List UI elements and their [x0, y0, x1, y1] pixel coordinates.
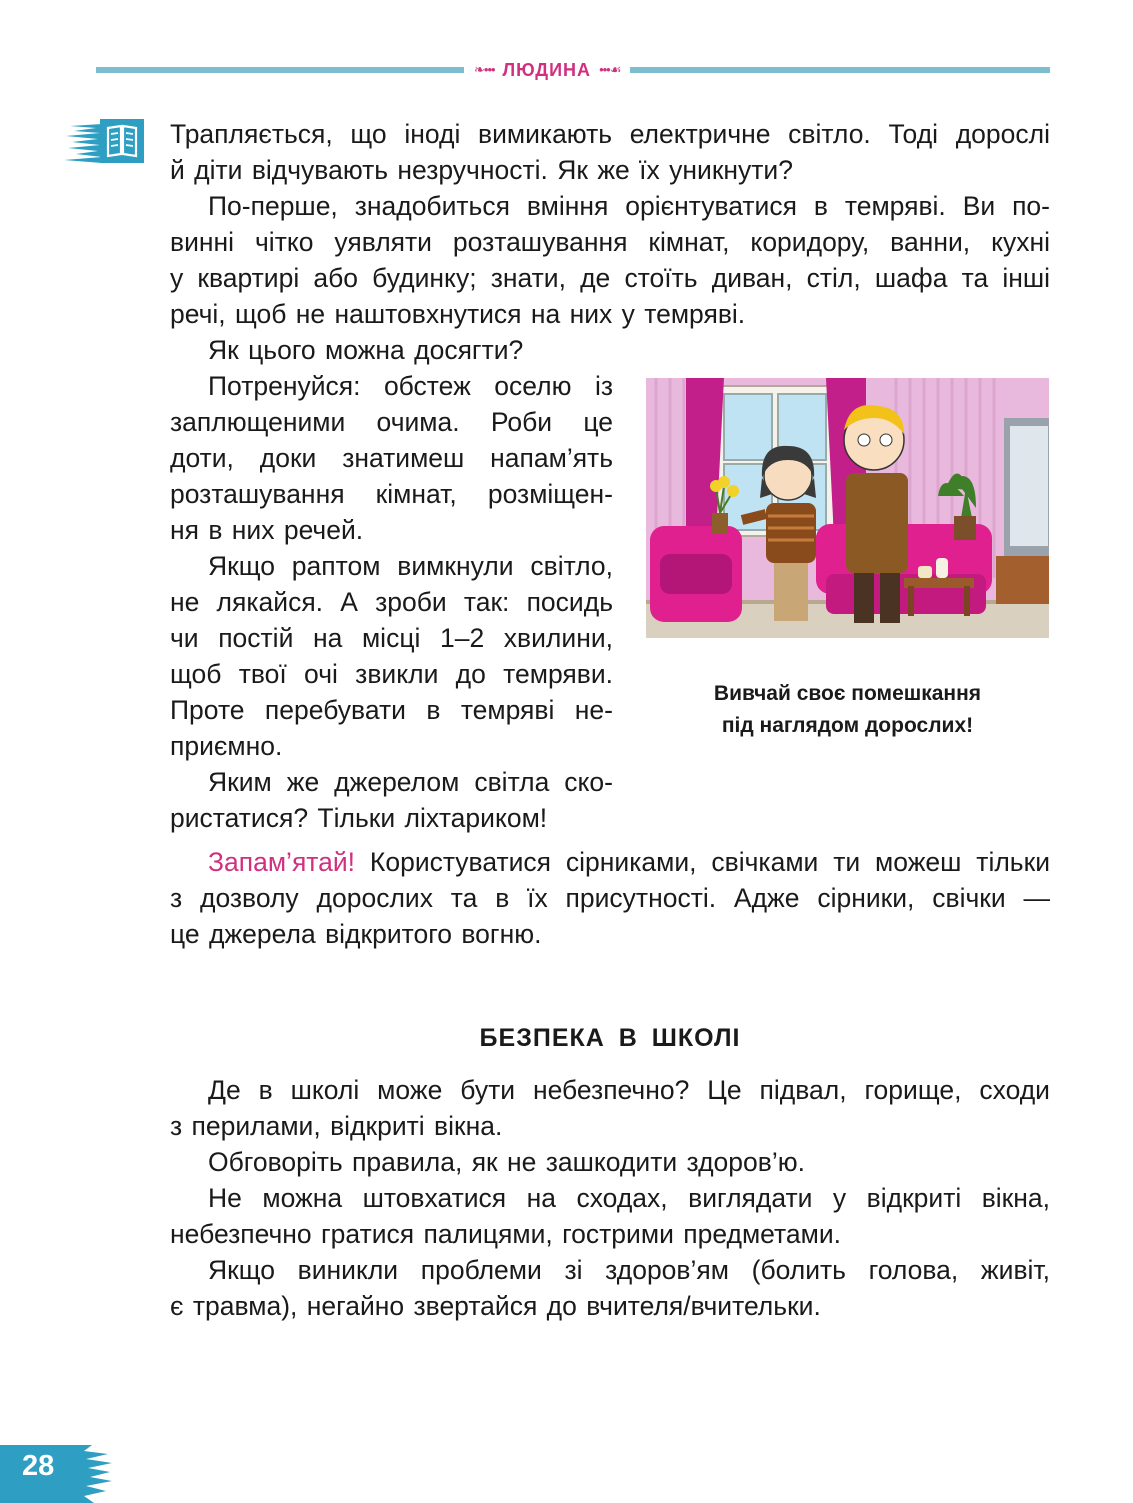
illustration-caption: Вивчай своє помешкання під наглядом дорослих! [713, 682, 982, 737]
page-number: 28 [22, 1450, 55, 1482]
paragraph-discuss: Обговоріть правила, як не зашкодити здоров’ю. [208, 1147, 805, 1177]
paragraph-intro: Трапляється, що іноді вимикають електричне світло. Тоді дорослі й діти відчувають незручності. Як же їх уникнути? [170, 119, 1050, 185]
paragraph-health: Якщо виникли проблеми зі здоров’ям (болить голова, живіт, є травма), негайно звертайся до вчителя/вчительки. [170, 1255, 1050, 1321]
ornament-right-icon: •••☙ [599, 62, 621, 77]
ornament-left-icon: ❧••• [474, 62, 495, 77]
paragraph-remember: Запам’ятай! Користуватися сірниками, свічками ти можеш тільки з дозволу дорослих та в їх присутності. Адже сірники, свічки — це джерела відкритого вогню. [170, 847, 1050, 949]
remember-label: Запам’ятай! [208, 847, 356, 877]
book-icon [62, 116, 144, 166]
running-header [464, 56, 630, 84]
paragraph-rules: Не можна штовхатися на сходах, виглядати у відкриті вікна, небезпечно гратися палицями, гострими предметами. [170, 1183, 1050, 1249]
paragraph-flashlight: Яким же джерелом світла ско- ристатися? Тільки ліхтариком! [170, 767, 613, 833]
section-header: ЛЮДИНА [502, 59, 592, 80]
illustration-room [646, 378, 1049, 638]
paragraph-lights-off: Якщо раптом вимкнули світло, не лякайся. А зроби так: посидь чи постій на місці 1–2 хвилини, щоб твої очі звикли до темряви. Проте перебувати в темряві не- приємно. [170, 551, 613, 761]
paragraph-school-danger: Де в школі може бути небезпечно? Це підвал, горище, сходи з перилами, відкриті вікна. [170, 1075, 1050, 1141]
paragraph-question: Як цього можна досягти? [208, 335, 524, 365]
page-number-badge [0, 1445, 115, 1503]
paragraph-orientation: По-перше, знадобиться вміння орієнтуватися в темряві. Ви по- винні чітко уявляти розташування кімнат, коридору, ванни, кухні у квартирі або будинку; знати, де стоїть диван, стіл, шафа та інші речі, щоб не наштовхнутися на них у темряві. [170, 191, 1050, 329]
paragraph-practice: Потренуйся: обстеж оселю із заплющеними очима. Роби це доти, доки знатимеш напам’ять розташування кімнат, розміщен- ня в них речей. [170, 371, 613, 545]
section-title: БЕЗПЕКА В ШКОЛІ [479, 1024, 741, 1052]
